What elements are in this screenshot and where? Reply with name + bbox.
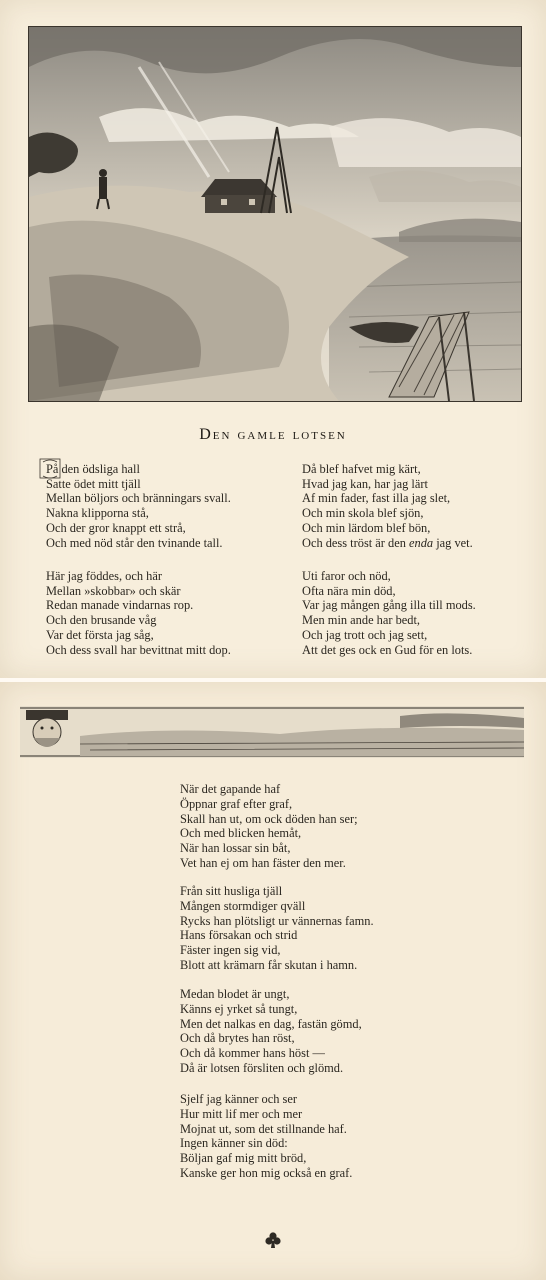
stanza-line: Och min lärdom blef bön, bbox=[302, 520, 431, 535]
stanza-line: Och min skola blef sjön, bbox=[302, 506, 424, 521]
stanza-line: Blott att krämarn får skutan i hamn. bbox=[180, 957, 358, 972]
stanza-line: På den ödsliga hall bbox=[46, 462, 140, 476]
stanza-line: Vet han ej om han fäster den mer. bbox=[180, 855, 346, 870]
stanza-line: Hvad jag kan, har jag lärt bbox=[302, 476, 428, 491]
stanza-line: Kanske ger hon mig också en graf. bbox=[180, 1165, 353, 1180]
stanza-line: Mellan böljors och bränningars svall. bbox=[46, 491, 231, 506]
stanza-line: Men det nalkas en dag, fastän gömd, bbox=[180, 1016, 362, 1031]
stanza-5 bbox=[180, 782, 358, 871]
stanza-line: Och då kommer hans höst — bbox=[180, 1046, 325, 1061]
stanza-line: Rycks han plötsligt ur vännernas famn. bbox=[180, 913, 374, 928]
stanza-line: Då är lotsen försliten och glömd. bbox=[180, 1060, 344, 1075]
stanza-line: Medan blodet är ungt, bbox=[180, 987, 290, 1001]
header-vignette bbox=[20, 706, 524, 758]
stanza-line: Ofta nära min död, bbox=[302, 583, 396, 598]
page-two bbox=[0, 682, 546, 1280]
stanza-line: Ingen känner sin död: bbox=[180, 1136, 288, 1151]
stanza-line: Skall han ut, om ock döden han ser; bbox=[180, 811, 358, 826]
stanza-8 bbox=[180, 1092, 352, 1181]
stanza-6 bbox=[180, 884, 374, 973]
stanza-line: Var det första jag såg, bbox=[46, 627, 154, 642]
stanza-line: Här jag föddes, och här bbox=[46, 569, 162, 583]
stanza-2 bbox=[302, 462, 473, 550]
stanza-line: Var jag mången gång illa till mods. bbox=[302, 598, 476, 613]
stanza-line: Af min fader, fast illa jag slet, bbox=[302, 491, 451, 506]
stanza-7 bbox=[180, 987, 362, 1076]
stanza-line: Och den brusande våg bbox=[46, 613, 157, 628]
stanza-line: Och med blicken hemåt, bbox=[180, 826, 302, 841]
stanza-line: Då blef hafvet mig kärt, bbox=[302, 462, 421, 476]
club-ornament-icon bbox=[264, 1231, 282, 1249]
stanza-line: Nakna klipporna stå, bbox=[46, 506, 149, 521]
landscape-illustration bbox=[29, 27, 521, 401]
stanza-3 bbox=[46, 569, 231, 657]
stanza-4 bbox=[302, 569, 476, 657]
stanza-line: Mången stormdiger qväll bbox=[180, 898, 306, 913]
stanza-line: Mojnat ut, som det stillnande haf. bbox=[180, 1121, 347, 1136]
stanza-line: När han lossar sin båt, bbox=[180, 841, 291, 856]
stanza-line: När det gapande haf bbox=[180, 782, 281, 796]
stanza-line: Satte ödet mitt tjäll bbox=[46, 476, 141, 491]
stanza-line: Mellan »skobbar» och skär bbox=[46, 583, 181, 598]
stanza-line: Känns ej yrket så tungt, bbox=[180, 1001, 298, 1016]
stanza-line: Redan manade vindarnas rop. bbox=[46, 598, 194, 613]
stanza-line: Och dess tröst är den enda jag vet. bbox=[302, 535, 473, 550]
poem-title: Den gamle lotsen bbox=[199, 426, 347, 443]
stanza-line: Och då brytes han röst, bbox=[180, 1031, 295, 1046]
stanza-line: Och der gror knappt ett strå, bbox=[46, 520, 186, 535]
stanza-line: Och med nöd står den tvinande tall. bbox=[46, 535, 223, 550]
stanza-line: Böljan gaf mig mitt bröd, bbox=[180, 1151, 307, 1166]
stanza-line: Sjelf jag känner och ser bbox=[180, 1092, 297, 1106]
stanza-1 bbox=[46, 462, 231, 550]
stanza-line: Och jag trott och jag sett, bbox=[302, 627, 428, 642]
stanza-line: Men min ande har bedt, bbox=[302, 613, 421, 628]
stanza-line: Hur mitt lif mer och mer bbox=[180, 1106, 303, 1121]
stanza-line: Och dess svall har bevittnat mitt dop. bbox=[46, 642, 231, 657]
stanza-line: Från sitt husliga tjäll bbox=[180, 884, 283, 898]
illustration-pilot-island bbox=[28, 26, 522, 402]
stanza-line: Öppnar graf efter graf, bbox=[180, 796, 293, 811]
stanza-line: Att det ges ock en Gud för en lots. bbox=[302, 642, 473, 657]
sea-pilot-vignette bbox=[20, 706, 524, 758]
stanza-line: Uti faror och nöd, bbox=[302, 569, 391, 583]
stanza-line: Hans försakan och strid bbox=[180, 928, 298, 943]
stanza-line: Fäster ingen sig vid, bbox=[180, 943, 281, 958]
